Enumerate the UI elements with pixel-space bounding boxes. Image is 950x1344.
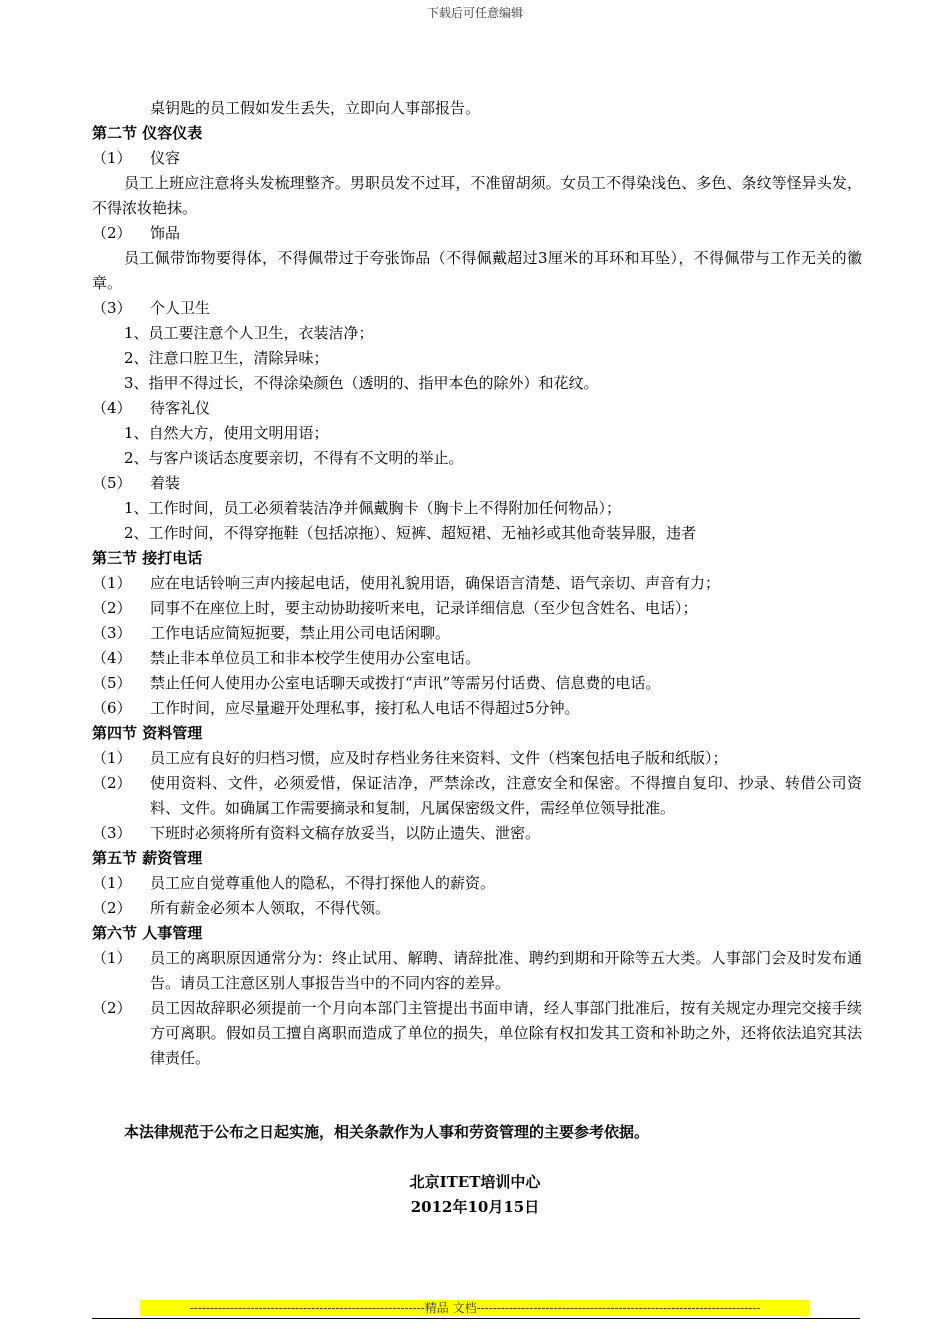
item-text: 工作电话应简短扼要，禁止用公司电话闲聊。 [150,624,451,642]
list-item [92,746,862,771]
list-item [92,621,862,646]
list-item [92,871,862,896]
list-item [92,646,862,671]
item-number: （1） [92,949,132,967]
organization-name: 北京ITET培训中心 [409,1173,541,1191]
section-6-title: 第六节 人事管理 [92,924,203,942]
subsection-2-3 [92,296,862,321]
subsection-2-1 [92,146,862,171]
item-text: 员工因故辞职必须提前一个月向本部门主管提出书面申请，经人事部门批准后，按有关规定办理完交接手续方可离职。假如员工擅自离职而造成了单位的损失，单位除有权扣发其工资和补助之外，还将依法追究其法律责任。 [150,999,862,1067]
section-5-title: 第五节 薪资管理 [92,849,203,867]
item-text: 员工的离职原因通常分为：终止试用、解聘、请辞批准、聘约到期和开除等五大类。人事部门会及时发布通告。请员工注意区别人事报告当中的不同内容的差异。 [150,949,862,992]
item-number: （4） [92,649,132,667]
subsection-label: 仪容 [150,149,181,167]
list-item [92,671,862,696]
item-text: 同事不在座位上时，要主动协助接听来电，记录详细信息（至少包含姓名、电话）； [150,599,698,617]
item-text: 禁止非本单位员工和非本校学生使用办公室电话。 [150,649,481,667]
list-item [92,896,862,921]
subsection-number: （4） [92,399,132,417]
intro-line: 桌钥匙的员工假如发生丢失，立即向人事部报告。 [150,99,481,117]
item-text: 应在电话铃响三声内接起电话，使用礼貌用语，确保语言清楚、语气亲切、声音有力； [150,574,721,592]
section-3-title: 第三节 接打电话 [92,549,203,567]
list-item: 1、工作时间，员工必须着装洁净并佩戴胸卡（胸卡上不得附加任何物品）； [124,499,622,517]
item-number: （2） [92,599,132,617]
subsection-number: （3） [92,299,132,317]
item-number: （3） [92,824,132,842]
list-item [92,696,862,721]
list-item: 2、工作时间，不得穿拖鞋（包括凉拖）、短裤、超短裙、无袖衫或其他奇装异服，违者 [124,524,697,542]
subsection-label: 个人卫生 [150,299,211,317]
subsection-2-4 [92,396,862,421]
subsection-2-5 [92,471,862,496]
item-number: （2） [92,999,132,1017]
item-text: 员工应自觉尊重他人的隐私，不得打探他人的薪资。 [150,874,496,892]
signature-block [0,1170,950,1220]
paragraph-accessories: 员工佩带饰物要得体，不得佩带过于夸张饰品（不得佩戴超过3厘米的耳环和耳坠），不得佩带与工作无关的徽章。 [92,249,862,292]
list-item [92,996,862,1071]
item-text: 所有薪金必须本人领取，不得代领。 [150,899,391,917]
section-4-title: 第四节 资料管理 [92,724,203,742]
list-item [92,771,862,821]
item-number: （6） [92,699,132,717]
paragraph-appearance: 员工上班应注意将头发梳理整齐。男职员发不过耳，不准留胡须。女员工不得染浅色、多色、条纹等怪异头发，不得浓妆艳抹。 [92,174,862,217]
item-text: 禁止任何人使用办公室电话聊天或拨打“声讯”等需另付话费、信息费的电话。 [150,674,661,692]
item-text: 员工应有良好的归档习惯，应及时存档业务往来资料、文件（档案包括电子版和纸版）； [150,749,728,767]
item-number: （1） [92,574,132,592]
list-item: 1、自然大方，使用文明用语； [124,424,329,442]
list-item [92,821,862,846]
section-2-title: 第二节 仪容仪表 [92,124,203,142]
subsection-label: 着装 [150,474,181,492]
subsection-number: （1） [92,149,132,167]
item-number: （5） [92,674,132,692]
page-header: 下载后可任意编辑 [426,6,523,20]
list-item [92,946,862,996]
footer-divider [92,1318,860,1319]
item-number: （2） [92,899,132,917]
document-body [92,96,862,1071]
item-number: （1） [92,874,132,892]
subsection-number: （5） [92,474,132,492]
list-item: 3、指甲不得过长，不得涂染颜色（透明的、指甲本色的除外）和花纹。 [124,374,599,392]
document-date: 2012年10月15日 [410,1198,540,1216]
item-text: 使用资料、文件，必须爱惜，保证洁净，严禁涂改，注意安全和保密。不得擅自复印、抄录、转借公司资料、文件。如确属工作需要摘录和复制，凡属保密级文件，需经单位领导批准。 [150,774,862,817]
subsection-label: 饰品 [150,224,181,242]
item-text: 下班时必须将所有资料文稿存放妥当，以防止遗失、泄密。 [150,824,541,842]
list-item: 2、注意口腔卫生，清除异味； [124,349,329,367]
closing-statement: 本法律规范于公布之日起实施，相关条款作为人事和劳资管理的主要参考依据。 [124,1123,650,1141]
item-text: 工作时间，应尽量避开处理私事，接打私人电话不得超过5分钟。 [150,699,580,717]
item-number: （2） [92,774,132,792]
list-item: 2、与客户谈话态度要亲切，不得有不文明的举止。 [124,449,464,467]
list-item [92,571,862,596]
subsection-number: （2） [92,224,132,242]
subsection-2-2 [92,221,862,246]
subsection-label: 待客礼仪 [150,399,211,417]
list-item: 1、员工要注意个人卫生，衣装洁净； [124,324,374,342]
item-number: （3） [92,624,132,642]
list-item [92,596,862,621]
item-number: （1） [92,749,132,767]
page-footer: ----------------------------------------------------------精品 文档---------------------------------------------------------------------- [140,1300,810,1316]
